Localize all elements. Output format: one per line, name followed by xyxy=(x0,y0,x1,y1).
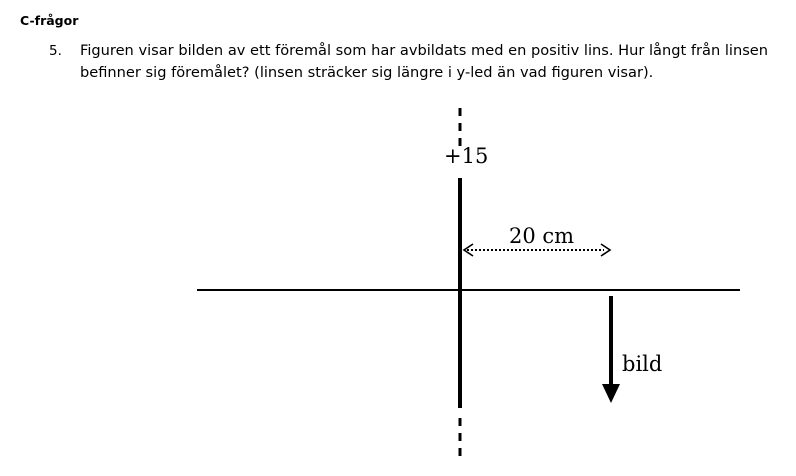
lens-power-label: +15 xyxy=(444,144,489,168)
image-label: bild xyxy=(622,352,663,376)
question-text: Figuren visar bilden av ett föremål som har avbildats med en positiv lins. Hur långt från linsen befinner sig föremålet? (linsen sträcker sig längre i y-led än vad figuren visar). xyxy=(80,42,769,81)
distance-arrow-right-head xyxy=(601,244,610,256)
image-arrow-head xyxy=(602,384,620,403)
section-heading: C-frågor xyxy=(20,13,79,28)
distance-label: 20 cm xyxy=(509,224,575,248)
question-number: 5. xyxy=(49,43,62,59)
